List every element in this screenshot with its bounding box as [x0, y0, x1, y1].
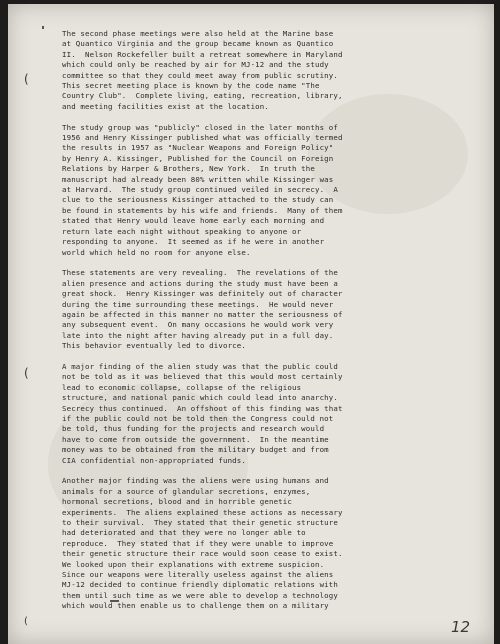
text-line: any subsequent event. On many occasions he would work very — [62, 320, 334, 330]
text-line: be told, thus funding for the projects and research would — [62, 424, 325, 434]
text-line: at Quantico Virginia and the group became known as Quantico — [62, 39, 334, 49]
text-line: Country Club". Complete living, eating, recreation, library, — [62, 91, 343, 101]
text-line: by Henry A. Kissinger, Published for the Council on Foreign — [62, 153, 334, 163]
text-line: hormonal secretions, blood and in horrible genetic — [62, 497, 292, 507]
paragraph-1 — [62, 29, 472, 112]
text-line: the results in 1957 as "Nuclear Weapons and Foreign Policy" — [62, 143, 334, 153]
text-line: The study group was "publicly" closed in the later months of — [62, 122, 338, 132]
paragraph-4 — [62, 362, 472, 466]
text-line: reproduce. They stated that if they were unable to improve — [62, 538, 334, 548]
page-number: 12 — [451, 618, 471, 636]
text-line: This secret meeting place is known by the code name "The — [62, 81, 320, 91]
text-line: have to come from outside the government. In the meantime — [62, 434, 329, 444]
speck-mark — [42, 26, 44, 29]
text-line: their genetic structure their race would soon cease to exist. — [62, 549, 343, 559]
text-line: MJ-12 decided to continue friendly diplomatic relations with — [62, 580, 338, 590]
text-line: during the time surrounding these meetings. He would never — [62, 299, 334, 309]
text-line: world which held no room for anyone else. — [62, 247, 251, 257]
text-line: which could only be reached by air for MJ-12 and the study — [62, 60, 329, 70]
margin-mark: ( — [24, 72, 29, 86]
text-line: A major finding of the alien study was that the public could — [62, 361, 338, 371]
text-line: at Harvard. The study group continued veiled in secrecy. A — [62, 185, 338, 195]
text-line: We looked upon their explanations with extreme suspicion. — [62, 559, 325, 569]
text-line: not be told as it was believed that this would most certainly — [62, 372, 343, 382]
text-line: and meeting facilities exist at the location. — [62, 101, 269, 111]
text-line: Secrecy thus continued. An offshoot of this finding was that — [62, 403, 343, 413]
text-line: return late each night without speaking to anyone or — [62, 226, 302, 236]
text-line: Relations by Harper & Brothers, New York. In truth the — [62, 164, 315, 174]
text-line: These statements are very revealing. The revelations of the — [62, 268, 338, 278]
text-line: structure, and national panic which could lead into anarchy. — [62, 393, 338, 403]
paragraph-2 — [62, 123, 472, 258]
text-line: late into the night after having already put in a full day. — [62, 330, 334, 340]
text-line: which would then enable us to challenge them on a military — [62, 601, 329, 611]
paragraph-5 — [62, 476, 472, 611]
text-line: alien presence and actions during the study must have been a — [62, 278, 338, 288]
text-line: again be affected in this manner no matter the seriousness of — [62, 309, 343, 319]
text-line: them until such time as we were able to develop a technology — [62, 590, 338, 600]
text-line: if the public could not be told then the Congress could not — [62, 413, 334, 423]
text-line: Another major finding was the aliens were using humans and — [62, 476, 329, 486]
text-line: committee so that they could meet away from public scrutiny. — [62, 70, 338, 80]
margin-mark: ( — [24, 616, 28, 627]
text-line: The second phase meetings were also held at the Marine base — [62, 29, 334, 38]
document-body — [62, 29, 472, 622]
text-line: CIA confidential non-appropriated funds. — [62, 455, 246, 465]
text-line: This behavior eventually led to divorce. — [62, 341, 246, 351]
text-line: 1956 and Henry Kissinger published what was officially termed — [62, 133, 343, 143]
text-line: II. Nelson Rockefeller built a retreat somewhere in Maryland — [62, 49, 343, 59]
text-line: be found in statements by his wife and friends. Many of them — [62, 205, 343, 215]
paragraph-3 — [62, 268, 472, 351]
text-line: responding to anyone. It seemed as if he were in another — [62, 237, 325, 247]
text-line: animals for a source of glandular secretions, enzymes, — [62, 486, 311, 496]
text-line: had deteriorated and that they were no longer able to — [62, 528, 306, 538]
text-line: stated that Henry would leave home early each morning and — [62, 216, 325, 226]
text-line: great shock. Henry Kissinger was definitely out of character — [62, 289, 343, 299]
text-line: manuscript had already been 80% written while Kissinger was — [62, 174, 334, 184]
text-line: Since our weapons were literally useless against the aliens — [62, 570, 334, 580]
text-line: clue to the seriousness Kissinger attached to the study can — [62, 195, 334, 205]
text-line: to their survival. They stated that their genetic structure — [62, 518, 338, 528]
text-line: experiments. The aliens explained these actions as necessary — [62, 507, 343, 517]
text-line: money was to be obtained from the military budget and from — [62, 445, 329, 455]
margin-mark: ( — [24, 366, 29, 380]
document-page — [8, 4, 494, 644]
text-line: lead to economic collapse, collapse of the religious — [62, 382, 302, 392]
